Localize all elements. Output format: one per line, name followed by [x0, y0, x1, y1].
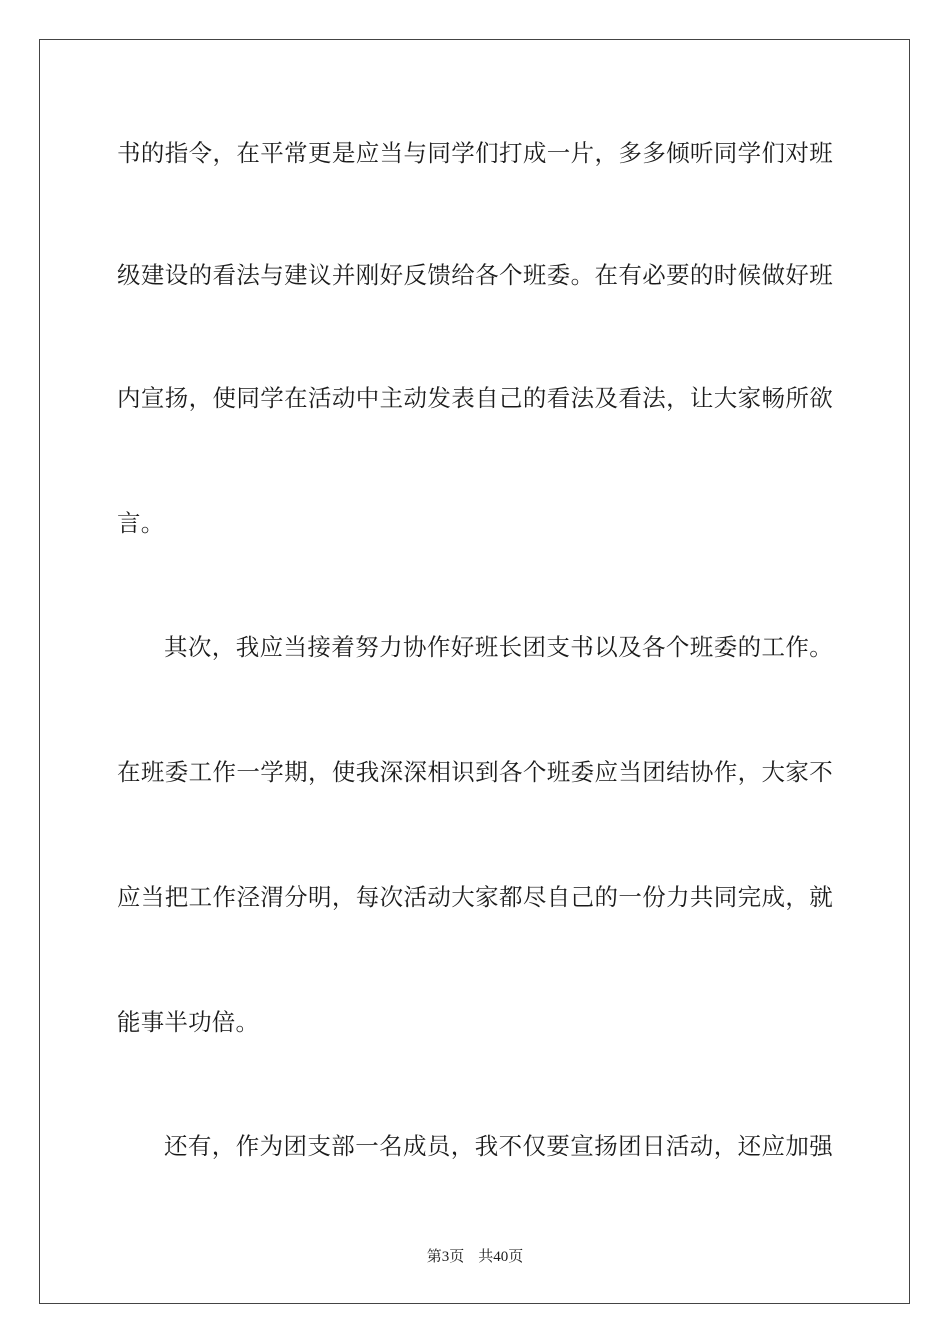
body-text-line: 书的指令，在平常更是应当与同学们打成一片，多多倾听同学们对班: [117, 139, 833, 167]
paragraph-first-line: 还有，作为团支部一名成员，我不仅要宣扬团日活动，还应加强: [164, 1132, 833, 1160]
page-footer: [0, 1247, 950, 1267]
body-text-line: 能事半功倍。: [117, 1008, 260, 1036]
body-text-line: 内宣扬，使同学在活动中主动发表自己的看法及看法，让大家畅所欲: [117, 384, 833, 412]
body-text-line: 级建设的看法与建议并刚好反馈给各个班委。在有必要的时候做好班: [117, 261, 833, 289]
page-number: 第3页: [426, 1249, 465, 1265]
body-text-line: 应当把工作泾渭分明，每次活动大家都尽自己的一份力共同完成，就: [117, 883, 833, 911]
body-text-line: 在班委工作一学期，使我深深相识到各个班委应当团结协作，大家不: [117, 758, 833, 786]
body-text-line: 言。: [117, 509, 165, 537]
paragraph-first-line: 其次，我应当接着努力协作好班长团支书以及各个班委的工作。: [164, 633, 833, 661]
page-frame: [39, 39, 910, 1304]
page-total: 共40页: [478, 1249, 524, 1265]
